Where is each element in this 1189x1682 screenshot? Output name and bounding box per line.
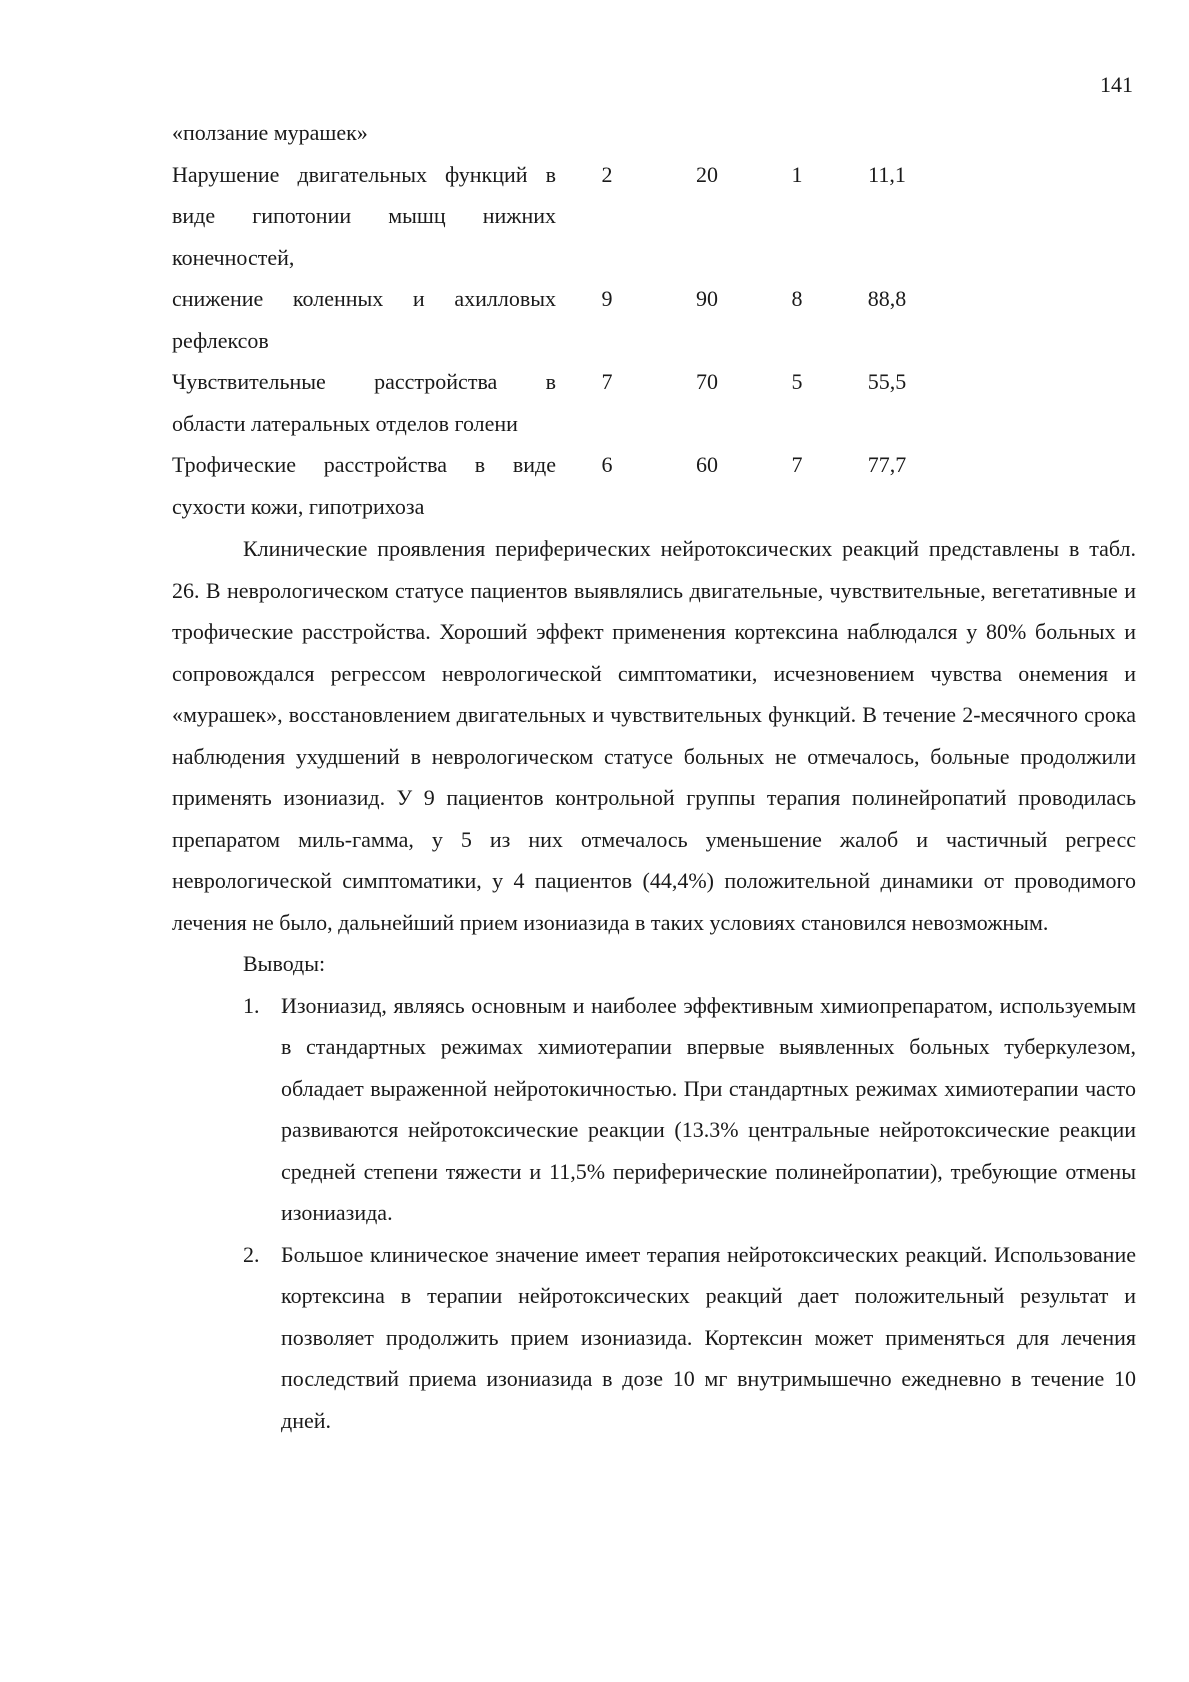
conclusions-list	[172, 985, 1136, 1442]
cell-percent-control: 88,8	[867, 286, 907, 311]
table-row	[172, 444, 932, 527]
symptoms-table	[172, 112, 932, 527]
list-item-text: Изониазид, являясь основным и наиболее эффективным химиопрепаратом, используемым в стандартных режимах химиотерапии впервые выявленных больных туберкулезом, обладает выраженной нейротокичностью. При стандартных режимах химиотерапии часто развиваются нейротоксические реакции (13.3% центральные нейротоксические реакции средней степени тяжести и 11,5% периферические полинейропатии), требующие отмены изониазида.	[281, 992, 1136, 1225]
cell-percent-main: 70	[696, 369, 718, 394]
cell-percent-main: 20	[696, 161, 718, 187]
cell-percent-main: 90	[696, 286, 718, 311]
body-text	[172, 528, 1136, 1441]
row-label-line: Трофические расстройства в виде	[172, 452, 556, 477]
table-row	[172, 361, 932, 444]
list-item-number: 2.	[243, 1241, 260, 1267]
table-row	[172, 154, 932, 279]
row-label-line: рефлексов	[172, 327, 269, 353]
row-label	[172, 112, 556, 154]
cell-percent-control: 55,5	[867, 369, 907, 394]
row-label	[172, 444, 556, 527]
row-label	[172, 278, 556, 361]
table-row	[172, 278, 932, 361]
row-label-line: сухости кожи, гипотрихоза	[172, 493, 425, 519]
clinical-paragraph: Клинические проявления периферических нейротоксических реакций представлены в табл. 26. В неврологическом статусе пациентов выявлялись двигательные, чувствительные, вегетативные и трофические расстройства. Хороший эффект применения кортексина наблюдался у 80% больных и сопровождался регрессом неврологической симптоматики, исчезновением чувства онемения и «мурашек», восстановлением двигательных и чувствительных функций. В течение 2-месячного срока наблюдения ухудшений в неврологическом статусе больных не отмечалось, больные продолжили применять изониазид. У 9 пациентов контрольной группы терапия полинейропатий проводилась препаратом миль-гамма, у 5 из них отмечалось уменьшение жалоб и частичный регресс неврологической симптоматики, у 4 пациентов (44,4%) положительной динамики от проводимого лечения не было, дальнейший прием изониазида в таких условиях становился невозможным.	[172, 536, 1136, 935]
conclusions-title: Выводы:	[243, 951, 326, 976]
list-item-text: Большое клиническое значение имеет терапия нейротоксических реакций. Использование кортексина в терапии нейротоксических реакций дает положительный результат и позволяет продолжить прием изониазида. Кортексин может применяться для лечения последствий приема изониазида в дозе 10 мг внутримышечно ежедневно в течение 10 дней.	[281, 1241, 1136, 1433]
row-label-line: снижение коленных и ахилловых	[172, 286, 556, 311]
row-label	[172, 154, 556, 279]
row-label	[172, 361, 556, 444]
list-item	[172, 1234, 1136, 1442]
cell-count-main: 9	[601, 286, 613, 311]
cell-count-control: 1	[791, 161, 803, 187]
cell-count-control: 5	[791, 369, 803, 394]
row-label-line: области латеральных отделов голени	[172, 410, 518, 436]
row-label-line: Чувствительные расстройства в	[172, 369, 556, 394]
cell-count-main: 7	[601, 369, 613, 394]
cell-percent-control: 11,1	[868, 161, 906, 187]
page-number: 141	[1100, 72, 1133, 97]
cell-count-control: 7	[791, 452, 803, 477]
row-label-line: виде гипотонии мышц нижних	[172, 203, 556, 228]
cell-count-control: 8	[791, 286, 803, 311]
list-item	[172, 985, 1136, 1234]
cell-count-main: 6	[601, 452, 613, 477]
row-label-line: конечностей,	[172, 244, 295, 270]
cell-percent-control: 77,7	[867, 452, 907, 477]
row-label-line: Нарушение двигательных функций в	[172, 161, 556, 187]
cell-percent-main: 60	[696, 452, 718, 477]
list-item-number: 1.	[243, 992, 260, 1018]
table-row	[172, 112, 932, 154]
row-label-line: «ползание мурашек»	[172, 120, 368, 145]
cell-count-main: 2	[601, 161, 613, 187]
